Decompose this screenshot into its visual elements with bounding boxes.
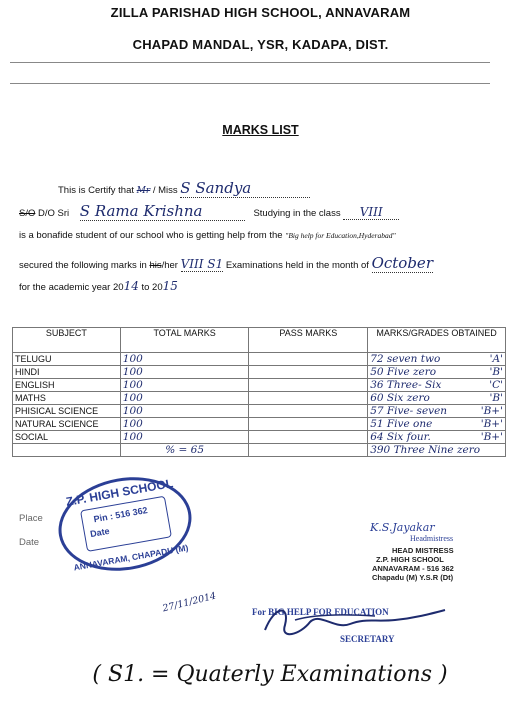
- stamp-pin: Pin : 516 362: [92, 504, 149, 525]
- stamp-date: Date: [89, 525, 111, 540]
- total-cell: 100: [120, 366, 249, 379]
- date-label: Date: [19, 537, 40, 548]
- grade-value: 'B+': [480, 431, 503, 443]
- table-row: [13, 405, 506, 418]
- header-divider-2: [10, 83, 490, 84]
- table-row: [13, 379, 506, 392]
- subject-cell: ENGLISH: [13, 379, 121, 392]
- total-cell: 100: [120, 392, 249, 405]
- grade-value: 'A': [489, 353, 503, 365]
- table-row: [13, 366, 506, 379]
- obtained-cell: [368, 418, 506, 431]
- obtained-cell: [368, 405, 506, 418]
- so-struck: S/O: [19, 208, 36, 219]
- place-label: Place: [19, 513, 43, 524]
- subject-cell: MATHS: [13, 392, 121, 405]
- obtained-value: 60 Six zero: [370, 392, 430, 404]
- grand-total-cell: [368, 444, 506, 457]
- grade-value: 'B': [489, 392, 503, 404]
- subject-cell: TELUGU: [13, 353, 121, 366]
- header-divider: [10, 62, 490, 63]
- pass-cell: [249, 379, 368, 392]
- obtained-value: 57 Five- seven: [370, 405, 448, 417]
- table-header-row: [13, 328, 506, 353]
- cert-line-2: [19, 202, 399, 221]
- handwritten-date: 27/11/2014: [161, 590, 218, 615]
- hm-stamp-line-1: HEAD MISTRESS: [392, 546, 454, 555]
- father-name: S Rama Krishna: [80, 202, 245, 221]
- footnote: ( S1. = Quaterly Examinations ): [92, 662, 448, 687]
- cert-line-3: [19, 230, 396, 241]
- secretary-title: SECRETARY: [340, 634, 395, 644]
- subject-cell: NATURAL SCIENCE: [13, 418, 121, 431]
- year-from: 14: [123, 279, 139, 293]
- col-obtained: MARKS/GRADES OBTAINED: [368, 328, 506, 353]
- cert-line-1: [58, 179, 310, 198]
- grade-value: 'B': [489, 366, 503, 378]
- hm-stamp: [372, 546, 454, 582]
- subject-cell: PHISICAL SCIENCE: [13, 405, 121, 418]
- cert-line-5: [19, 279, 178, 293]
- percentage-cell: % = 65: [120, 444, 249, 457]
- total-cell: 100: [120, 418, 249, 431]
- total-cell: 100: [120, 379, 249, 392]
- class-label: Studying in the class: [253, 208, 341, 219]
- exam-value: VIII S1: [180, 257, 224, 271]
- year-to-text: to 20: [141, 282, 163, 293]
- secretary-org: For BIG HELP FOR EDUCATION: [252, 607, 389, 617]
- page-title: MARKS LIST: [222, 123, 299, 137]
- subject-cell: HINDI: [13, 366, 121, 379]
- pass-cell: [249, 366, 368, 379]
- school-stamp: [51, 467, 199, 581]
- hm-stamp-line-4: Chapadu (M) Y.S.R (Dt): [372, 573, 454, 582]
- obtained-cell: [368, 379, 506, 392]
- col-total: TOTAL MARKS: [120, 328, 249, 353]
- grade-value: 'C': [489, 379, 503, 391]
- table-row: [13, 431, 506, 444]
- cert-line-4: [19, 254, 433, 273]
- academic-year-text: for the academic year: [19, 282, 111, 293]
- col-pass: PASS MARKS: [249, 328, 368, 353]
- hm-signature: K.S.Jayakar: [370, 521, 435, 534]
- total-cell: 100: [120, 353, 249, 366]
- total-cell: 100: [120, 405, 249, 418]
- cert-prefix: This is Certify that: [58, 185, 135, 196]
- obtained-cell: [368, 366, 506, 379]
- obtained-value: 51 Five one: [370, 418, 433, 430]
- table-total-row: [13, 444, 506, 457]
- hm-stamp-line-3: ANNAVARAM - 516 362: [372, 564, 454, 573]
- year-from-prefix: 20: [113, 282, 124, 293]
- bonafide-text: is a bonafide student of our school who is getting help from the: [19, 230, 283, 241]
- col-subject: SUBJECT: [13, 328, 121, 353]
- class-value: VIII: [343, 205, 399, 220]
- total-cell: 100: [120, 431, 249, 444]
- student-name: S Sandya: [180, 179, 310, 198]
- hm-title: Headmistress: [410, 534, 454, 543]
- pass-cell: [249, 353, 368, 366]
- school-name: ZILLA PARISHAD HIGH SCHOOL, ANNAVARAM: [110, 5, 411, 20]
- miss-label: / Miss: [152, 185, 178, 196]
- marks-table: [12, 327, 506, 457]
- her-label: /her: [161, 260, 178, 271]
- month-value: October: [371, 254, 433, 272]
- obtained-value: 72 seven two: [370, 353, 441, 365]
- exam-text: Examinations held in the month of: [225, 260, 369, 271]
- obtained-value: 50 Five zero: [370, 366, 437, 378]
- obtained-cell: [368, 353, 506, 366]
- secured-text: secured the following marks in: [19, 260, 147, 271]
- his-struck: his: [149, 260, 162, 271]
- table-row: [13, 418, 506, 431]
- pass-cell: [249, 405, 368, 418]
- school-address: CHAPAD MANDAL, YSR, KADAPA, DIST.: [132, 37, 389, 52]
- year-to: 15: [162, 279, 178, 293]
- grand-total-value: 390 Three Nine zero: [370, 444, 481, 456]
- stamp-bottom-text: ANNAVARAM, CHAPADU (M): [72, 542, 189, 573]
- grade-value: 'B+': [480, 405, 503, 417]
- org-quote: "Big help for Education,Hyderabad": [285, 231, 396, 240]
- pass-cell: [249, 418, 368, 431]
- hm-stamp-line-2: Z.P. HIGH SCHOOL: [376, 555, 444, 564]
- obtained-value: 64 Six four.: [370, 431, 431, 443]
- mr-struck: Mr: [136, 186, 151, 196]
- subject-cell: SOCIAL: [13, 431, 121, 444]
- table-row: [13, 392, 506, 405]
- grade-value: 'B+': [480, 418, 503, 430]
- obtained-value: 36 Three- Six: [370, 379, 442, 391]
- subject-cell: [13, 444, 121, 457]
- do-label: D/O Sri: [38, 208, 70, 219]
- pass-cell: [249, 431, 368, 444]
- obtained-cell: [368, 392, 506, 405]
- stamp-top-text: Z.P. HIGH SCHOOL: [64, 476, 175, 509]
- pass-cell: [249, 444, 368, 457]
- pass-cell: [249, 392, 368, 405]
- obtained-cell: [368, 431, 506, 444]
- table-row: [13, 353, 506, 366]
